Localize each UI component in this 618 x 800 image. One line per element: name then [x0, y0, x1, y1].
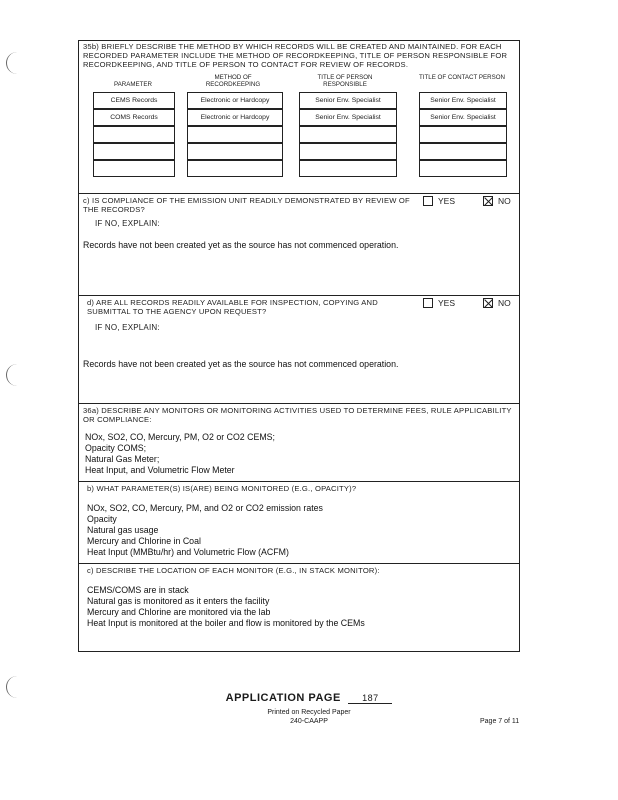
list-item: Mercury and Chlorine in Coal	[87, 536, 201, 546]
list-item: Natural Gas Meter;	[85, 454, 160, 464]
yes-label: YES	[438, 298, 456, 308]
list-item: Natural gas usage	[87, 525, 159, 535]
no-label: NO	[498, 196, 511, 206]
section-35c	[79, 193, 519, 295]
section-35b	[79, 41, 519, 193]
table-cell: CEMS Records	[93, 92, 175, 109]
no-option[interactable]	[483, 196, 511, 206]
question-36c: c) DESCRIBE THE LOCATION OF EACH MONITOR (E.G., IN STACK MONITOR):	[87, 566, 380, 575]
list-item: CEMS/COMS are in stack	[87, 585, 189, 595]
explain-label: IF NO, EXPLAIN:	[95, 219, 160, 228]
table-cell: Senior Env. Specialist	[419, 92, 507, 109]
form-frame	[78, 40, 520, 652]
explanation-answer: Records have not been created yet as the source has not commenced operation.	[83, 240, 399, 250]
table-cell	[187, 160, 283, 177]
table-cell	[419, 160, 507, 177]
table-cell	[419, 143, 507, 160]
section-36b	[79, 481, 519, 563]
table-cell	[93, 143, 175, 160]
list-item: Natural gas is monitored as it enters the facility	[87, 596, 270, 606]
table-cell	[419, 126, 507, 143]
no-checkbox-checked[interactable]	[483, 298, 493, 308]
list-item: Mercury and Chlorine are monitored via the lab	[87, 607, 271, 617]
no-label: NO	[498, 298, 511, 308]
question-36a: 36a) DESCRIBE ANY MONITORS OR MONITORING ACTIVITIES USED TO DETERMINE FEES, RULE APPLICABILITY OR COMPLIANCE:	[83, 406, 512, 424]
application-page-line	[0, 692, 618, 704]
section-35d	[79, 295, 519, 403]
yes-checkbox[interactable]	[423, 298, 433, 308]
explain-label: IF NO, EXPLAIN:	[95, 323, 160, 332]
printed-on-text: Printed on Recycled Paper	[267, 709, 351, 716]
application-page-number: 187	[348, 693, 392, 704]
table-cell: Senior Env. Specialist	[419, 109, 507, 126]
binder-hole-mark	[6, 52, 23, 74]
yes-option[interactable]	[423, 196, 455, 206]
no-option[interactable]	[483, 298, 511, 308]
table-cell: COMS Records	[93, 109, 175, 126]
table-cell: Electronic or Hardcopy	[187, 109, 283, 126]
table-cell	[299, 126, 397, 143]
column-header-parameter: PARAMETER	[113, 81, 153, 88]
question-35c: c) IS COMPLIANCE OF THE EMISSION UNIT READILY DEMONSTRATED BY REVIEW OF THE RECORDS?	[83, 196, 410, 214]
list-item: Opacity	[87, 514, 117, 524]
table-cell	[187, 126, 283, 143]
question-35d: d) ARE ALL RECORDS READILY AVAILABLE FOR INSPECTION, COPYING AND SUBMITTAL TO THE AGENCY UPON REQUEST?	[87, 298, 378, 316]
table-cell	[187, 143, 283, 160]
no-checkbox-checked[interactable]	[483, 196, 493, 206]
table-cell	[93, 160, 175, 177]
table-cell: Electronic or Hardcopy	[187, 92, 283, 109]
page-of-text: Page 7 of 11	[480, 718, 520, 725]
table-cell: Senior Env. Specialist	[299, 109, 397, 126]
explanation-answer: Records have not been created yet as the source has not commenced operation.	[83, 359, 399, 369]
list-item: Heat Input is monitored at the boiler and flow is monitored by the CEMs	[87, 618, 365, 628]
yes-label: YES	[438, 196, 456, 206]
section-36c	[79, 563, 519, 651]
form-code: 240-CAAPP	[290, 718, 328, 725]
question-35b: 35b) BRIEFLY DESCRIBE THE METHOD BY WHICH RECORDS WILL BE CREATED AND MAINTAINED. FOR EACH RECORDED PARAMETER INCLUDE THE METHOD OF RECORDKEEPING, TITLE OF PERSON RESPONSIBLE FOR RECORDKEEPING, AND TITLE OF PERSON TO CONTACT FOR REVIEW OF RECORDS.	[83, 42, 508, 69]
application-page-label: APPLICATION PAGE	[225, 692, 341, 704]
table-cell	[299, 160, 397, 177]
yes-checkbox[interactable]	[423, 196, 433, 206]
column-header-method: METHOD OF RECORDKEEPING	[205, 74, 261, 88]
table-cell	[93, 126, 175, 143]
binder-hole-mark	[6, 364, 23, 386]
question-36b: b) WHAT PARAMETER(S) IS(ARE) BEING MONITORED (E.G., OPACITY)?	[87, 484, 357, 493]
column-header-person-responsible: TITLE OF PERSON RESPONSIBLE	[317, 74, 373, 88]
list-item: NOx, SO2, CO, Mercury, PM, and O2 or CO2 emission rates	[87, 503, 323, 513]
list-item: Heat Input, and Volumetric Flow Meter	[85, 465, 235, 475]
list-item: Opacity COMS;	[85, 443, 147, 453]
list-item: Heat Input (MMBtu/hr) and Volumetric Flow (ACFM)	[87, 547, 289, 557]
list-item: NOx, SO2, CO, Mercury, PM, O2 or CO2 CEMS;	[85, 432, 275, 442]
column-header-contact-person: TITLE OF CONTACT PERSON	[418, 74, 506, 81]
section-36a	[79, 403, 519, 481]
yes-option[interactable]	[423, 298, 455, 308]
table-cell	[299, 143, 397, 160]
table-cell: Senior Env. Specialist	[299, 92, 397, 109]
